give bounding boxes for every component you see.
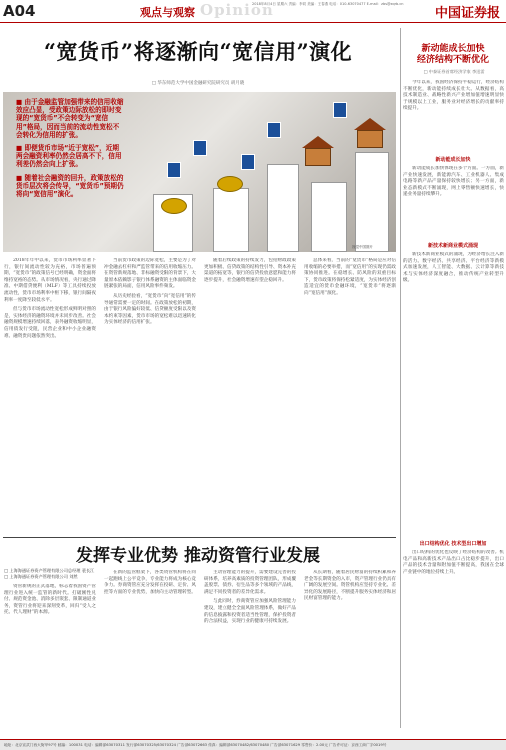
sidebar-column <box>403 550 504 735</box>
roof-shape <box>302 136 334 148</box>
header-rule <box>0 22 506 23</box>
article-paragraph: 但与货币市场流动性宽松形成鲜明对照的是，实体经济的融资环境并未同步改善。社会融资规模增速持续回落，表外融资收缩明显，信用债发行受阻，民营企业和中小企业融资难、融资贵问题依然突出。 <box>4 307 96 339</box>
section-name: 观点与观察 <box>140 6 195 19</box>
section-divider <box>3 537 396 538</box>
article-column <box>104 258 196 534</box>
pull-quote-item: ■ 随着社会融资的回升，政策放松的货币层次将会传导，“宽货币”预期仍将向“宽信用”演化。 <box>16 173 124 199</box>
article-paragraph: 从长期看，随着居民财富的持续积累和养老金等长期资金的入市，资产管理行业仍具有广阔的发展空间。资管机构应坚持专业化、差异化的发展路径，不断提升服务实体经济和居民财富管理的能力。 <box>304 570 396 602</box>
sidebar-column <box>403 252 504 532</box>
article-paragraph: 随着后续政策的持续发力，包括财政政策更加积极、信贷政策的结构性引导、资本补充渠道的拓宽等，银行的信贷投放意愿和能力将逐步提升，社会融资增速有望企稳回升。 <box>204 258 296 283</box>
second-article-column <box>304 570 396 736</box>
coin-icon <box>161 198 187 214</box>
sidebar-subheading: 新动能成长加快 <box>435 157 471 163</box>
article-paragraph: 从历史经验看，“宽货币”向“宽信用”的传导通常需要一定的时间。在政策放松的初期，由于银行风险偏好较低、信贷额度受限以及资本约束等因素，货币市场的宽松难以迅速转化为实体经济的信用扩张。 <box>104 293 196 326</box>
page-number: A04 <box>3 2 36 20</box>
card-tile <box>167 162 181 178</box>
section-name-en: Opinion <box>200 1 274 19</box>
article-paragraph: 2018年年中以来，货币市场利率显著下行，银行间流动性较为充裕，市场普遍预期，“宽货币”的政策信号已经明确，资金面将维持宽裕的态势。从市场情况看，央行通过降准、中期借贷便利（MLF）等工具持续投放流动性，货币市场利率中枢下移，银行间隔夜利率一度降至较低水平。 <box>4 258 96 303</box>
card-tile <box>267 122 281 138</box>
page-header <box>0 0 506 24</box>
article-paragraph: 总体来看，当前的“宽货币”格局是应对信用收缩的必要举措，而“宽信用”的实现仍需政策协同推进。在稳增长、防风险的双重目标下，货币政策将保持松紧适度，为实体经济创造适宜的货币金融环境，“宽货币”将逐渐向“宽信用”演化。 <box>304 258 396 296</box>
sidebar-column <box>403 166 504 236</box>
sidebar-subheading: 出口结构优化 技术型出口增加 <box>419 541 487 547</box>
sidebar-paragraph: 新技术新商业模式的涌现，为经济增长注入新的活力。数字经济、共享经济、平台经济等新模式加速发展，人工智能、大数据、云计算等新技术与实体经济深度融合，推动传统产业转型升级。 <box>403 252 504 284</box>
second-article-byline: □ 上海海通证券资产管理有限公司总经理 裴长江 □ 上海海通证券资产管理有限公司 刘然 <box>4 568 95 579</box>
article-paragraph: 在新的监管框架下，各类资管机构将在同一起跑线上公平竞争，专业能力将成为核心竞争力。券商资管应充分发挥在投研、定价、风控等方面的专业优势，加快向主动管理转型。 <box>104 570 196 595</box>
second-article-column <box>204 570 296 736</box>
roof-shape <box>354 118 386 130</box>
article-title: “宽货币”将逐渐向“宽信用”演化 <box>43 39 353 64</box>
house-icon <box>305 148 331 166</box>
sidebar-title: 新动能成长加快 经济结构不断优化 <box>416 44 489 65</box>
second-article-title: 发挥专业优势 推动资管行业发展 <box>76 546 320 566</box>
article-column <box>204 258 296 534</box>
coin-icon <box>217 176 243 192</box>
article-paragraph: 当前货币政策的边际宽松，主要是为了对冲金融去杠杆和严监管带来的信用收缩压力。在资管新规落地、非标融资受限的背景下，大量原本依赖影子银行体系融资的主体面临资金链紧张的局面，信用风险事件频发。 <box>104 258 196 290</box>
card-tile <box>241 154 255 170</box>
pillar-shape <box>311 182 347 252</box>
article-column <box>4 258 96 534</box>
masthead: 中国证券报 <box>434 6 500 21</box>
pillar-shape <box>213 188 249 252</box>
sidebar-subheading: 新技术新商业模式涌现 <box>427 243 478 249</box>
article-paragraph: 资管新规的正式落地，标志着我国资产管理行业进入统一监管的新时代。打破刚性兑付、规范资金池、消除多层嵌套、限制通道业务，资管行业将迎来深刻变革，回归“受人之托、代人理财”的本源。 <box>4 584 96 616</box>
photo-credit: 视觉中国图片 <box>352 245 373 249</box>
column-divider <box>400 28 401 728</box>
sidebar-paragraph: 今年以来，我国经济保持平稳运行，经济结构不断优化，新动能持续成长壮大。从数据看，高技术制造业、战略性新兴产业增加值增速明显快于规模以上工业，服务业对经济增长的贡献率持续提升。 <box>403 80 504 112</box>
sidebar-paragraph: 新动能成长加快体现在多个方面。一方面，新产业快速发展，新能源汽车、工业机器人、集成电路等新产品产量保持较快增长；另一方面，新业态新模式不断涌现，网上零售额快速增长，快递业务量持续攀升。 <box>403 166 504 198</box>
card-tile <box>193 140 207 156</box>
pillar-shape <box>267 164 299 252</box>
card-tile <box>333 102 347 118</box>
second-article-column <box>4 584 96 736</box>
pull-quote-item: ■ 即便货币市场“近于宽松”，近期两会融资利率仍然会居高不下，信用利差仍然会向上扩张。 <box>16 144 122 169</box>
page-footer: 地址：北京宣武门西大街甲97号 邮编：100031 电话：编辑部63070311 发行部63070325/63070324 广告部63072663 传真：编辑部63070482/63070480 广告部63071629 零售价：2.00元 广告许可证：京西工商广字0019号 <box>0 739 506 750</box>
article-paragraph: 与此同时，券商资管应加强风险管理能力建设，建立健全全面风险管理体系，做好产品的信息披露和投资者适当性管理，保护投资者的合法权益，实现行业的健康可持续发展。 <box>204 599 296 625</box>
second-article-column <box>104 570 196 736</box>
header-info: 2018年8月4日 星期六 责编：李同 美编：王春燕 电话：010-63070477 E-mail：zbs@zqrb.cn <box>252 2 404 6</box>
pull-quote <box>16 98 124 203</box>
sidebar-author: □ 中泰证券首席经济学家 李迅雷 <box>423 69 485 74</box>
article-byline: □ 华东师范大学中国金融研究院研究员 胡月晓 <box>151 81 245 86</box>
sidebar-column <box>403 80 504 152</box>
sidebar-paragraph: 出口结构的优化也反映了经济结构的改善。机电产品和高新技术产品出口占比稳步提升，出口产品的技术含量和附加值不断提高，我国在全球产业链中的地位持续上升。 <box>403 550 504 575</box>
pillar-shape <box>355 152 389 252</box>
pull-quote-item: ■ 由于金融监管加强带来的信用收缩效应凸显，受政策边际放松的即时变现的“宽货币”不会转变为“宽信用”格局，因而当前的流动性宽松不会转化为信用的扩张。 <box>16 98 124 139</box>
article-paragraph: 主动管理能力的提升，需要建设完善的投研体系，培养高素质的投资管理团队，形成覆盖股票、债券、衍生品等多个领域的产品线，满足不同投资者的差异化需求。 <box>204 570 296 595</box>
house-icon <box>357 130 383 148</box>
article-column <box>304 258 396 534</box>
